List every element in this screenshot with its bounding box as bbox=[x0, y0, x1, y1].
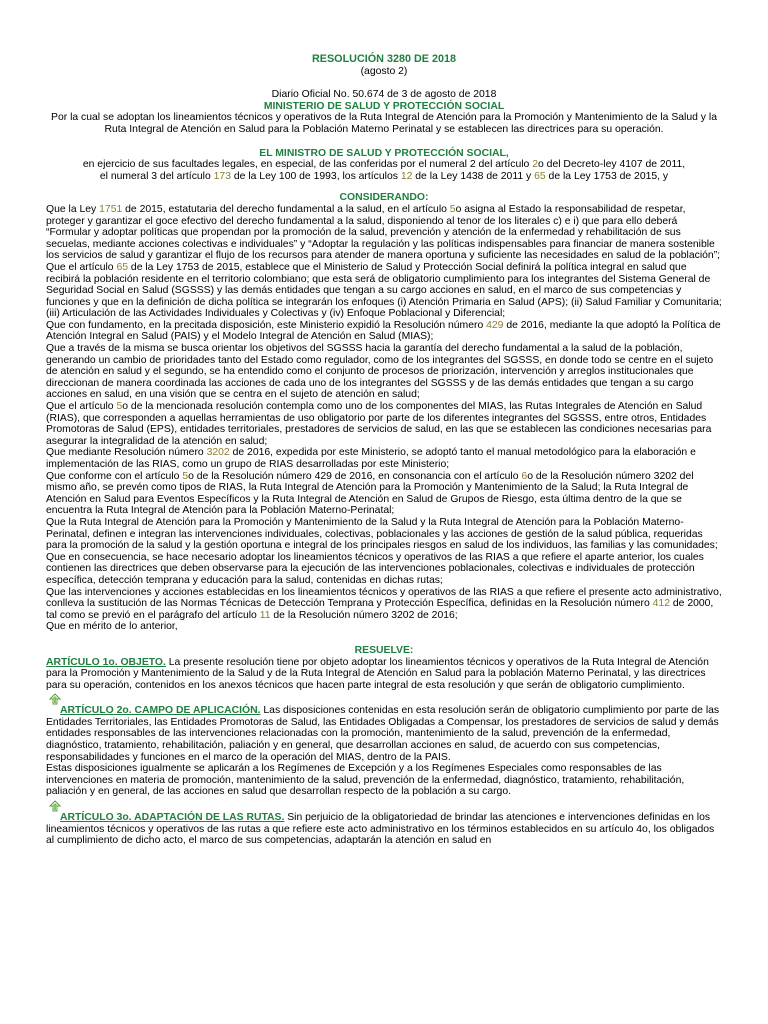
text: Que el artículo bbox=[46, 261, 117, 273]
considerando-paragraph: Que la Ruta Integral de Atención para la Promoción y Mantenimiento de la Salud y la Ruta Integral de Atención para la Población Materno-Perinatal, definen e integran las intervenciones individuales, colectivas, poblacionales y las acciones de gestión de la salud pública, requeridas para la promoción de la salud y la gestión oportuna e integral de los principales riesgos en salud de los individuos, las familias y las comunidades; bbox=[46, 516, 718, 552]
ref-link[interactable]: 3202 bbox=[206, 447, 230, 459]
ref-link[interactable]: 6 bbox=[521, 470, 528, 482]
considerando-paragraph: Que a través de la misma se busca orientar los objetivos del SGSSS hacia la garantía del derecho fundamental a la salud de la población, generando un cambio de prioridades tanto del Estado como regulador, como de los integrantes del SGSSS, en donde todo se centre en el sujeto de atención en salud y el segundo, se ha entendido como el conjunto de procesos de priorización, intervención y arreglos institucionales que direccionan de manera coordinada las acciones de cada uno de los integrantes del SGSSS y de las demás entidades que tengan a su cargo acciones en salud, en una visión que se centra en el sujeto de atención en salud; bbox=[46, 343, 714, 401]
ref-link[interactable]: 11 bbox=[259, 609, 271, 621]
text: Que conforme con el artículo bbox=[46, 470, 183, 482]
text: de 2016, expedida por este Ministerio, se adoptó tanto el manual metodológico para la elaboración e implementación de las RIAS, como un grupo de RIAS desarrolladas por este Ministerio; bbox=[46, 447, 696, 470]
text: de 2015, estatutaria del derecho fundamental a la salud, en el artículo bbox=[122, 203, 450, 215]
text: de la Ley 1753 de 2015, establece que el Ministerio de Salud y Protección Social definirá la política integral en salud que recibirá la población residente en el territorio colombiano; que esta será de obligatorio cumplimiento para los integrantes del Sistema General de Seguridad Social en Salud (SGSSS) y las demás entidades que tengan a su cargo acciones en salud, en el marco de sus competencias y funciones y que en la definición de dicha política se integrarán los enfoques (i) Atención Primaria en Salud (APS); (ii) Salud Familiar y Comunitaria; (iii) Articulación de las Actividades Individuales y Colectivas y (iv) Enfoque Poblacional y Diferencial; bbox=[46, 261, 722, 320]
text: de la Ley 1753 de 2015, y bbox=[545, 170, 669, 182]
ref-link[interactable]: 412 bbox=[652, 598, 670, 610]
ministry-name: MINISTERIO DE SALUD Y PROTECCIÓN SOCIAL bbox=[263, 100, 505, 112]
text: de 2016, mediante la que adoptó la Política de Atención Integral en Salud (PAIS) y el Modelo Integral de Atención en Salud (MIAS); bbox=[46, 319, 721, 343]
article-2-paragraph: Estas disposiciones igualmente se aplicarán a los Regímenes de Excepción y a los Regímenes Especiales como responsables de las intervenciones en materia de promoción, mantenimiento de la salud, prevención de la enfermedad, diagnóstico, tratamiento, rehabilitación, paliación y en general, de las acciones en salud que desarrollan respecto de la población a su cargo. bbox=[46, 763, 685, 798]
resolution-title: RESOLUCIÓN 3280 DE 2018 bbox=[311, 53, 457, 65]
text: Que la Ley bbox=[46, 203, 100, 215]
text: Las disposiciones contenidas en esta resolución serán de obligatorio cumplimiento por parte de las Entidades Territoriales, las Entidades Promotoras de Salud, las Entidades Obligadas a Compensar, los prestadores de servicios de salud y demás entidades responsables de las intervenciones relacionadas con la promoción, mantenimiento de la salud, prevención de la enfermedad, diagnóstico, tratamiento, rehabilitación, paliación y en general, que desarrollan acciones en salud, de acuerdo con sus competencias, responsabilidades y funciones en el marco de la operación del MIAS, dentro de la PAIS. bbox=[46, 705, 720, 763]
up-arrow-icon[interactable] bbox=[48, 800, 62, 812]
resolution-date: (agosto 2) bbox=[360, 65, 408, 77]
considerando-paragraph bbox=[46, 320, 722, 343]
text: de la Resolución número 3202 de 2016; bbox=[270, 609, 458, 621]
text: de la Ley 100 de 1993, los artículos bbox=[230, 170, 401, 182]
text: o del Decreto-ley 4107 de 2011, bbox=[538, 159, 686, 171]
article-3-title[interactable]: ARTÍCULO 3o. ADAPTACIÓN DE LAS RUTAS. bbox=[60, 812, 285, 824]
ref-link[interactable]: 5 bbox=[116, 401, 123, 413]
minister-heading: EL MINISTRO DE SALUD Y PROTECCIÓN SOCIAL, bbox=[259, 147, 509, 159]
ref-link[interactable]: 173 bbox=[213, 170, 231, 182]
text: o de la mencionada resolución contempla como uno de los componentes del MIAS, las Rutas Integrales de Atención en Salud (RIAS), que corresponden a aquellas herramientas de uso obligatorio por parte de los diferentes integrantes del SGSSS, entre otros, Entidades Promotoras de Salud (EPS), entidades territoriales, prestadores de servicios de salud, en las que se establecen las condiciones necesarias para asegurar la integralidad de la atención en salud; bbox=[46, 401, 712, 447]
up-arrow-icon[interactable] bbox=[48, 693, 62, 705]
text: La presente resolución tiene por objeto adoptar los lineamientos técnicos y operativos de la Ruta Integral de Atención para la Promoción y Mantenimiento de la Salud y de la Ruta Integral de Atención en Salud para la población Materno Perinatal, y las directrices para su operación, contenidos en los anexos técnicos que hacen parte integral de esta resolución y que serán de obligatorio cumplimiento. bbox=[46, 656, 709, 691]
minister-line-2 bbox=[46, 171, 722, 183]
considerando-paragraph bbox=[46, 262, 722, 320]
ref-link[interactable]: 65 bbox=[116, 261, 129, 273]
resolution-summary: Por la cual se adoptan los lineamientos técnicos y operativos de la Ruta Integral de Atención para la Promoción y Mantenimiento de la Salud y la Ruta Integral de Atención en Salud para la Población Materno Perinatal y se establecen las directrices para su operación. bbox=[51, 112, 717, 135]
considerando-paragraph: Que en mérito de lo anterior, bbox=[46, 621, 178, 633]
text: Que mediante Resolución número bbox=[46, 447, 207, 459]
text: el numeral 3 del artículo bbox=[99, 170, 214, 182]
ref-link[interactable]: 65 bbox=[534, 170, 546, 182]
ref-link[interactable]: 1751 bbox=[99, 203, 123, 215]
top-band bbox=[0, 0, 768, 18]
article-3 bbox=[46, 812, 722, 847]
text: de 2000, tal como se previó en el parágrafo del artículo bbox=[46, 598, 714, 621]
article-2 bbox=[46, 705, 722, 763]
ref-link[interactable]: 12 bbox=[400, 170, 413, 182]
ref-link[interactable]: 429 bbox=[486, 319, 504, 331]
diario-oficial: Diario Oficial No. 50.674 de 3 de agosto de 2018 bbox=[271, 89, 497, 101]
text: Que el artículo bbox=[46, 401, 117, 413]
considerando-paragraph bbox=[46, 471, 722, 517]
ref-link[interactable]: 5 bbox=[449, 203, 456, 215]
text: o asigna al Estado la responsabilidad de respetar, proteger y garantizar el goce efectivo del derecho fundamental a la salud, disponiendo al tenor de los literales c) e i) que para ello deberá “Formular y adoptar políticas que propendan por la promoción de la salud, prevención y atención de la enfermedad y rehabilitación de sus secuelas, mediante acciones colectivas e individuales” y “Adoptar la regulación y las políticas indispensables para financiar de manera sostenible los servicios de salud y garantizar el flujo de los recursos para atender de manera oportuna y suficiente las necesidades en salud de la población”; bbox=[46, 203, 721, 262]
article-1-title[interactable]: ARTÍCULO 1o. OBJETO. bbox=[46, 656, 166, 668]
minister-line-1 bbox=[46, 159, 722, 171]
ref-link[interactable]: 5 bbox=[182, 470, 189, 482]
text: Sin perjuicio de la obligatoriedad de brindar las atenciones e intervenciones definidas en los lineamientos técnicos y operativos de las rutas a que refiere este acto administrativo en los términos establecidos en su artículo 4o, los obligados al cumplimiento de dicho acto, el marco de sus competencias, adaptarán la atención en salud en bbox=[46, 812, 715, 847]
considerando-paragraph bbox=[46, 447, 722, 470]
considerando-paragraph: Que en consecuencia, se hace necesario adoptar los lineamientos técnicos y operativos de las RIAS a que refiere el aparte anterior, los cuales contienen las directrices que deben observarse para la ejecución de las intervenciones poblacionales, colectivas e individuales de protección específica, detección temprana y educación para la salud, contenidas en dichas rutas; bbox=[46, 551, 704, 586]
text: Que las intervenciones y acciones establecidas en los lineamientos técnicos y operativos de las RIAS a que refiere el presente acto administrativo, conlleva la sustitución de las Normas Técnicas de Detección Temprana y Protección Específica, definidas en la Resolución número bbox=[46, 586, 722, 610]
article-2-title[interactable]: ARTÍCULO 2o. CAMPO DE APLICACIÓN. bbox=[60, 705, 261, 717]
considerando-paragraph bbox=[46, 587, 722, 622]
ref-link[interactable]: 2 bbox=[532, 159, 539, 171]
considerando-paragraph bbox=[46, 401, 722, 447]
text: o de la Resolución número 3202 del mismo año, se prevén como tipos de RIAS, la Ruta Integral de Atención para la Promoción y Mantenimiento de la Salud; la Ruta Integral de Atención en Salud para Eventos Específicos y la Ruta Integral de Atención en Salud de Grupos de Riesgo, esta última dentro de la que se encuentra la Ruta Integral de Atención para la Población Materno-Perinatal; bbox=[46, 470, 694, 517]
considerando-paragraph bbox=[46, 204, 722, 262]
text: o de la Resolución número 429 de 2016, en consonancia con el artículo bbox=[188, 470, 522, 482]
resuelve-heading: RESUELVE: bbox=[354, 644, 414, 656]
document-body bbox=[46, 54, 722, 847]
text: en ejercicio de sus facultades legales, en especial, de las conferidas por el numeral 2 del artículo bbox=[82, 159, 533, 171]
article-1 bbox=[46, 657, 722, 692]
text: Que con fundamento, en la precitada disposición, este Ministerio expidió la Resolución número bbox=[46, 319, 487, 331]
considerando-heading: CONSIDERANDO: bbox=[339, 192, 429, 204]
text: de la Ley 1438 de 2011 y bbox=[412, 170, 535, 182]
